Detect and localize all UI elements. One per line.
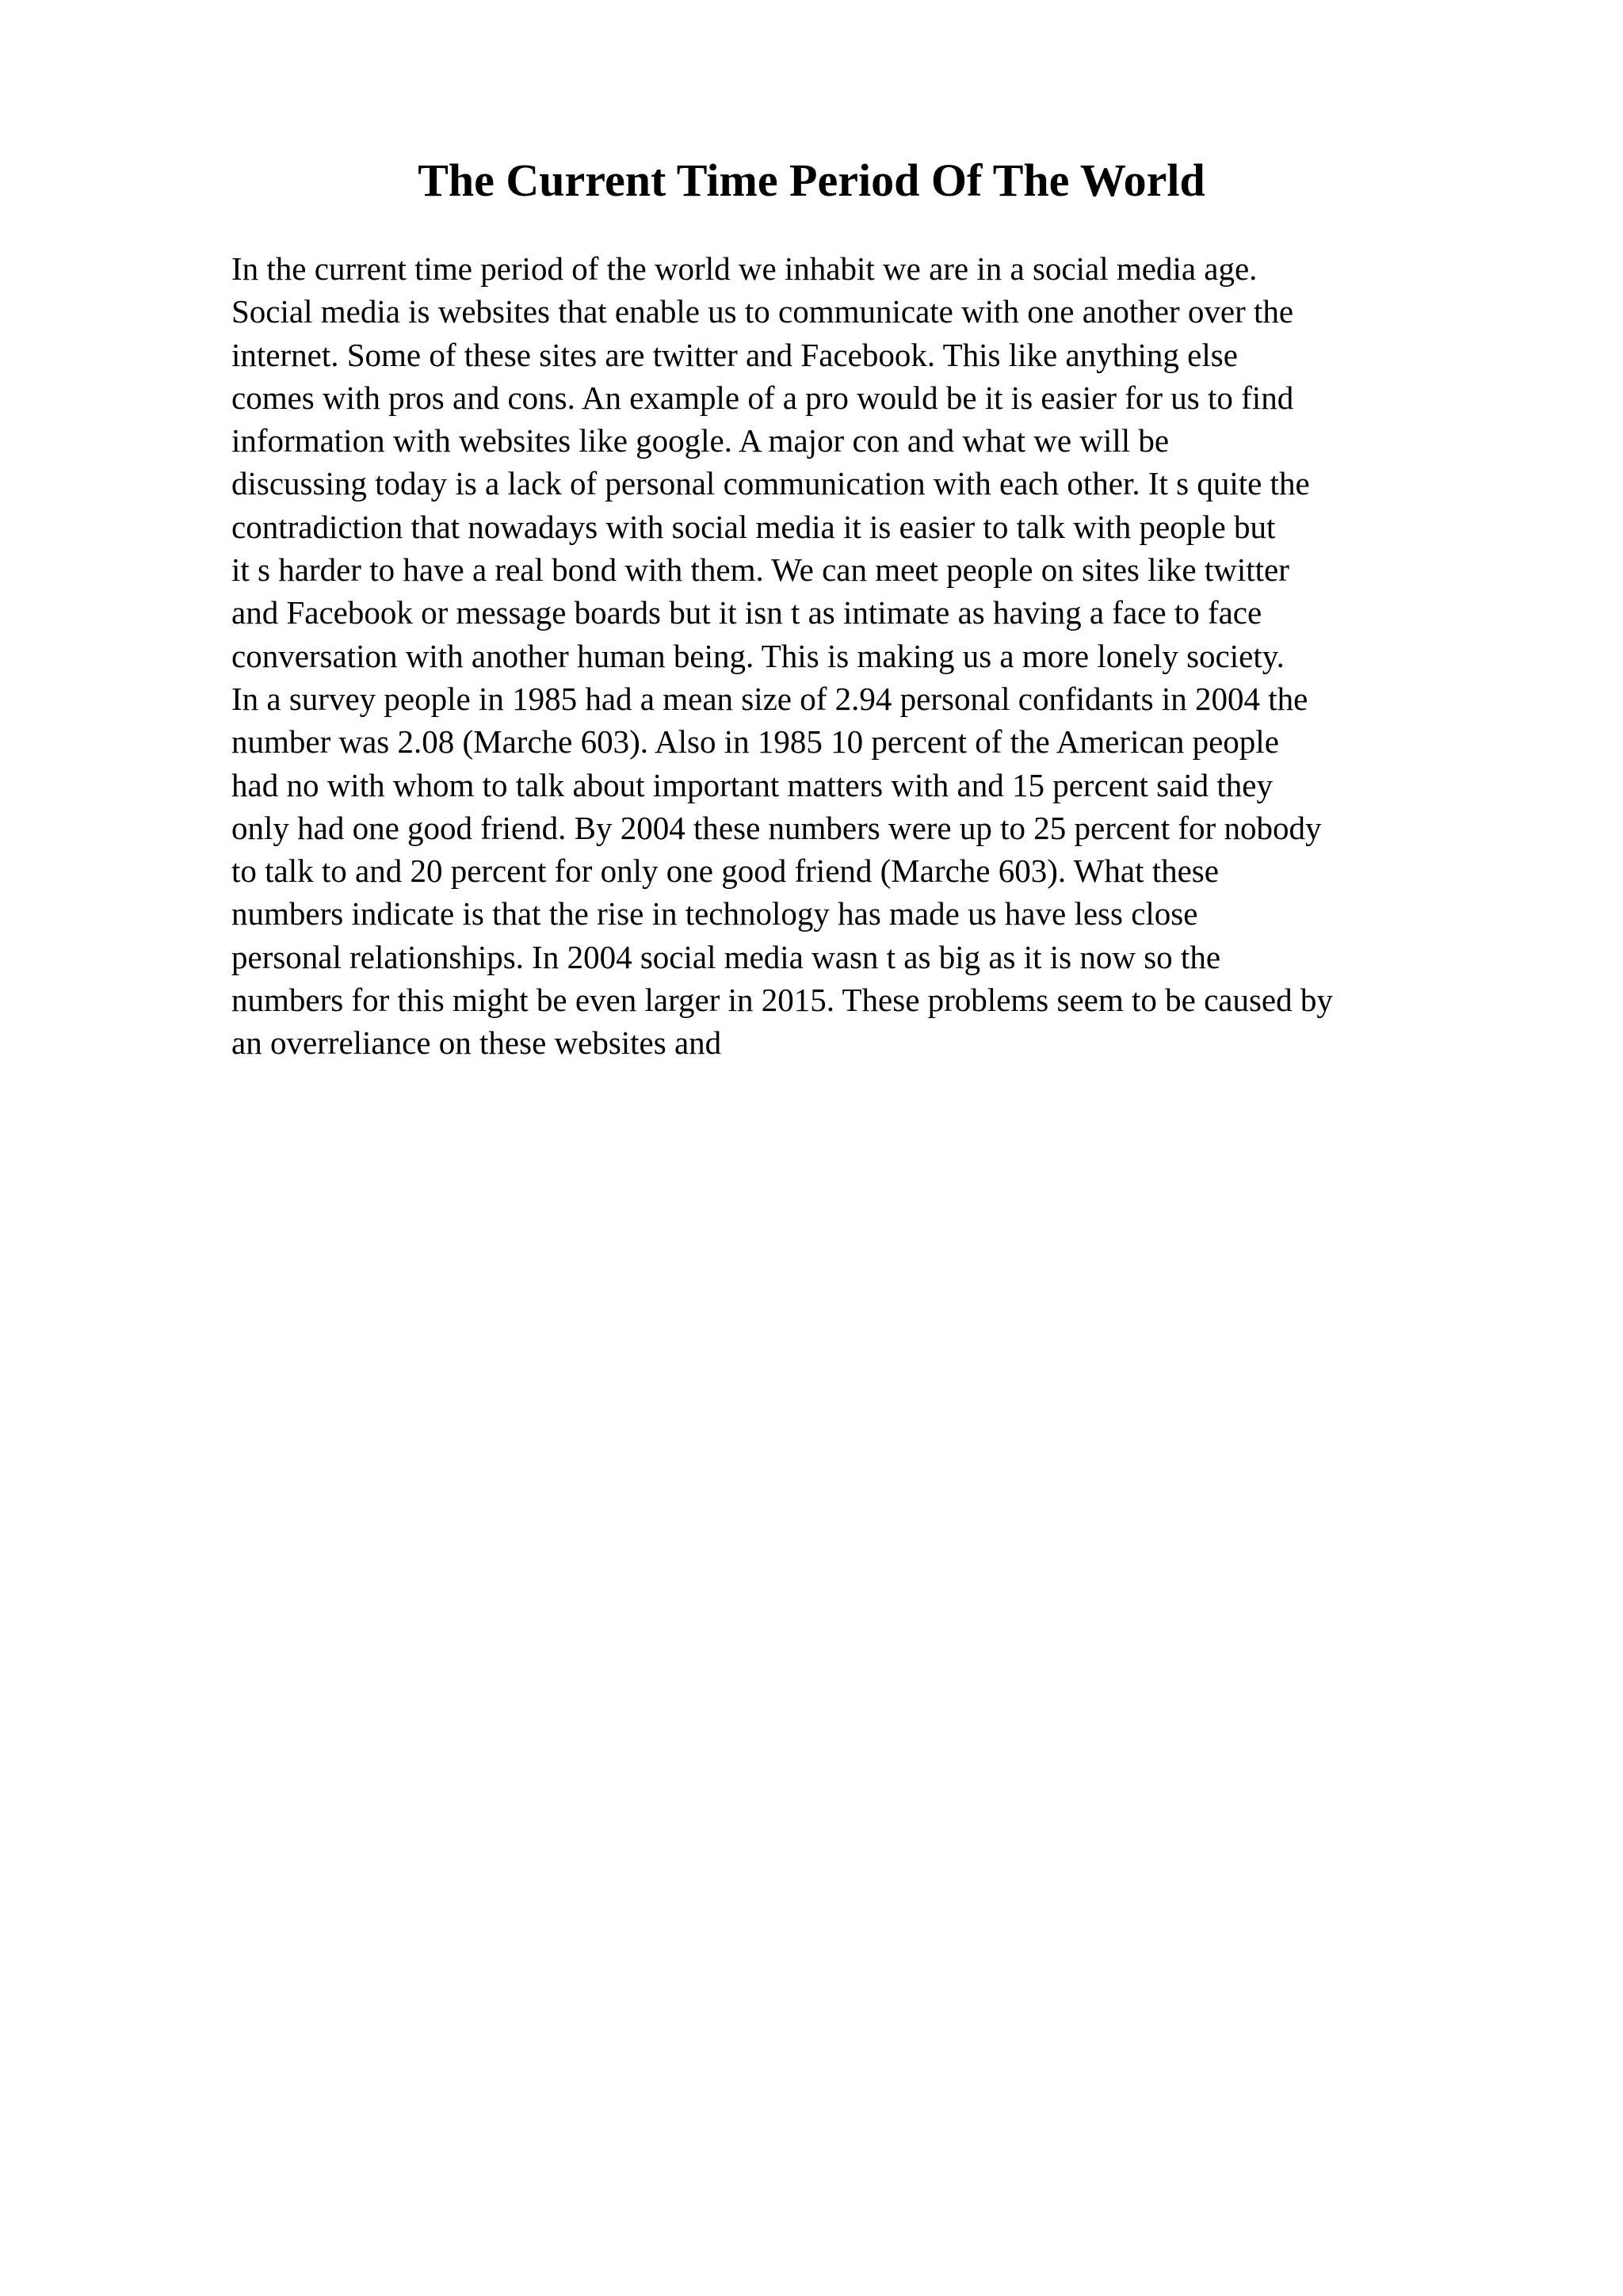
document-title: The Current Time Period Of The World (418, 154, 1205, 206)
body-line: to talk to and 20 percent for only one good friend (Marche 603). What these (231, 852, 1219, 890)
body-line: In a survey people in 1985 had a mean size of 2.94 personal confidants in 2004 the (231, 680, 1308, 717)
document-body (231, 247, 1594, 1065)
body-line: comes with pros and cons. An example of a pro would be it is easier for us to find (231, 379, 1294, 416)
body-line: contradiction that nowadays with social media it is easier to talk with people but (231, 508, 1276, 545)
body-line: In the current time period of the world we inhabit we are in a social media age. (231, 250, 1258, 287)
body-line: numbers for this might be even larger in 2015. These problems seem to be caused by (231, 982, 1333, 1019)
body-line: numbers indicate is that the rise in technology has made us have less close (231, 895, 1198, 933)
body-line: had no with whom to talk about important matters with and 15 percent said they (231, 766, 1274, 803)
body-line: number was 2.08 (Marche 603). Also in 1985 10 percent of the American people (231, 723, 1279, 761)
body-line: it s harder to have a real bond with them. We can meet people on sites like twitter (231, 551, 1289, 589)
body-line: Social media is websites that enable us to communicate with one another over the (231, 293, 1294, 330)
body-line: discussing today is a lack of personal communication with each other. It s quite the (231, 465, 1310, 502)
body-line: internet. Some of these sites are twitter and Facebook. This like anything else (231, 336, 1238, 373)
body-line: information with websites like google. A major con and what we will be (231, 422, 1170, 460)
body-line: personal relationships. In 2004 social media wasn t as big as it is now so the (231, 938, 1221, 975)
body-line: only had one good friend. By 2004 these numbers were up to 25 percent for nobody (231, 809, 1322, 846)
body-line: and Facebook or message boards but it isn t as intimate as having a face to face (231, 594, 1262, 631)
body-line: an overreliance on these websites and (231, 1024, 722, 1062)
body-line: conversation with another human being. This is making us a more lonely society. (231, 637, 1285, 674)
